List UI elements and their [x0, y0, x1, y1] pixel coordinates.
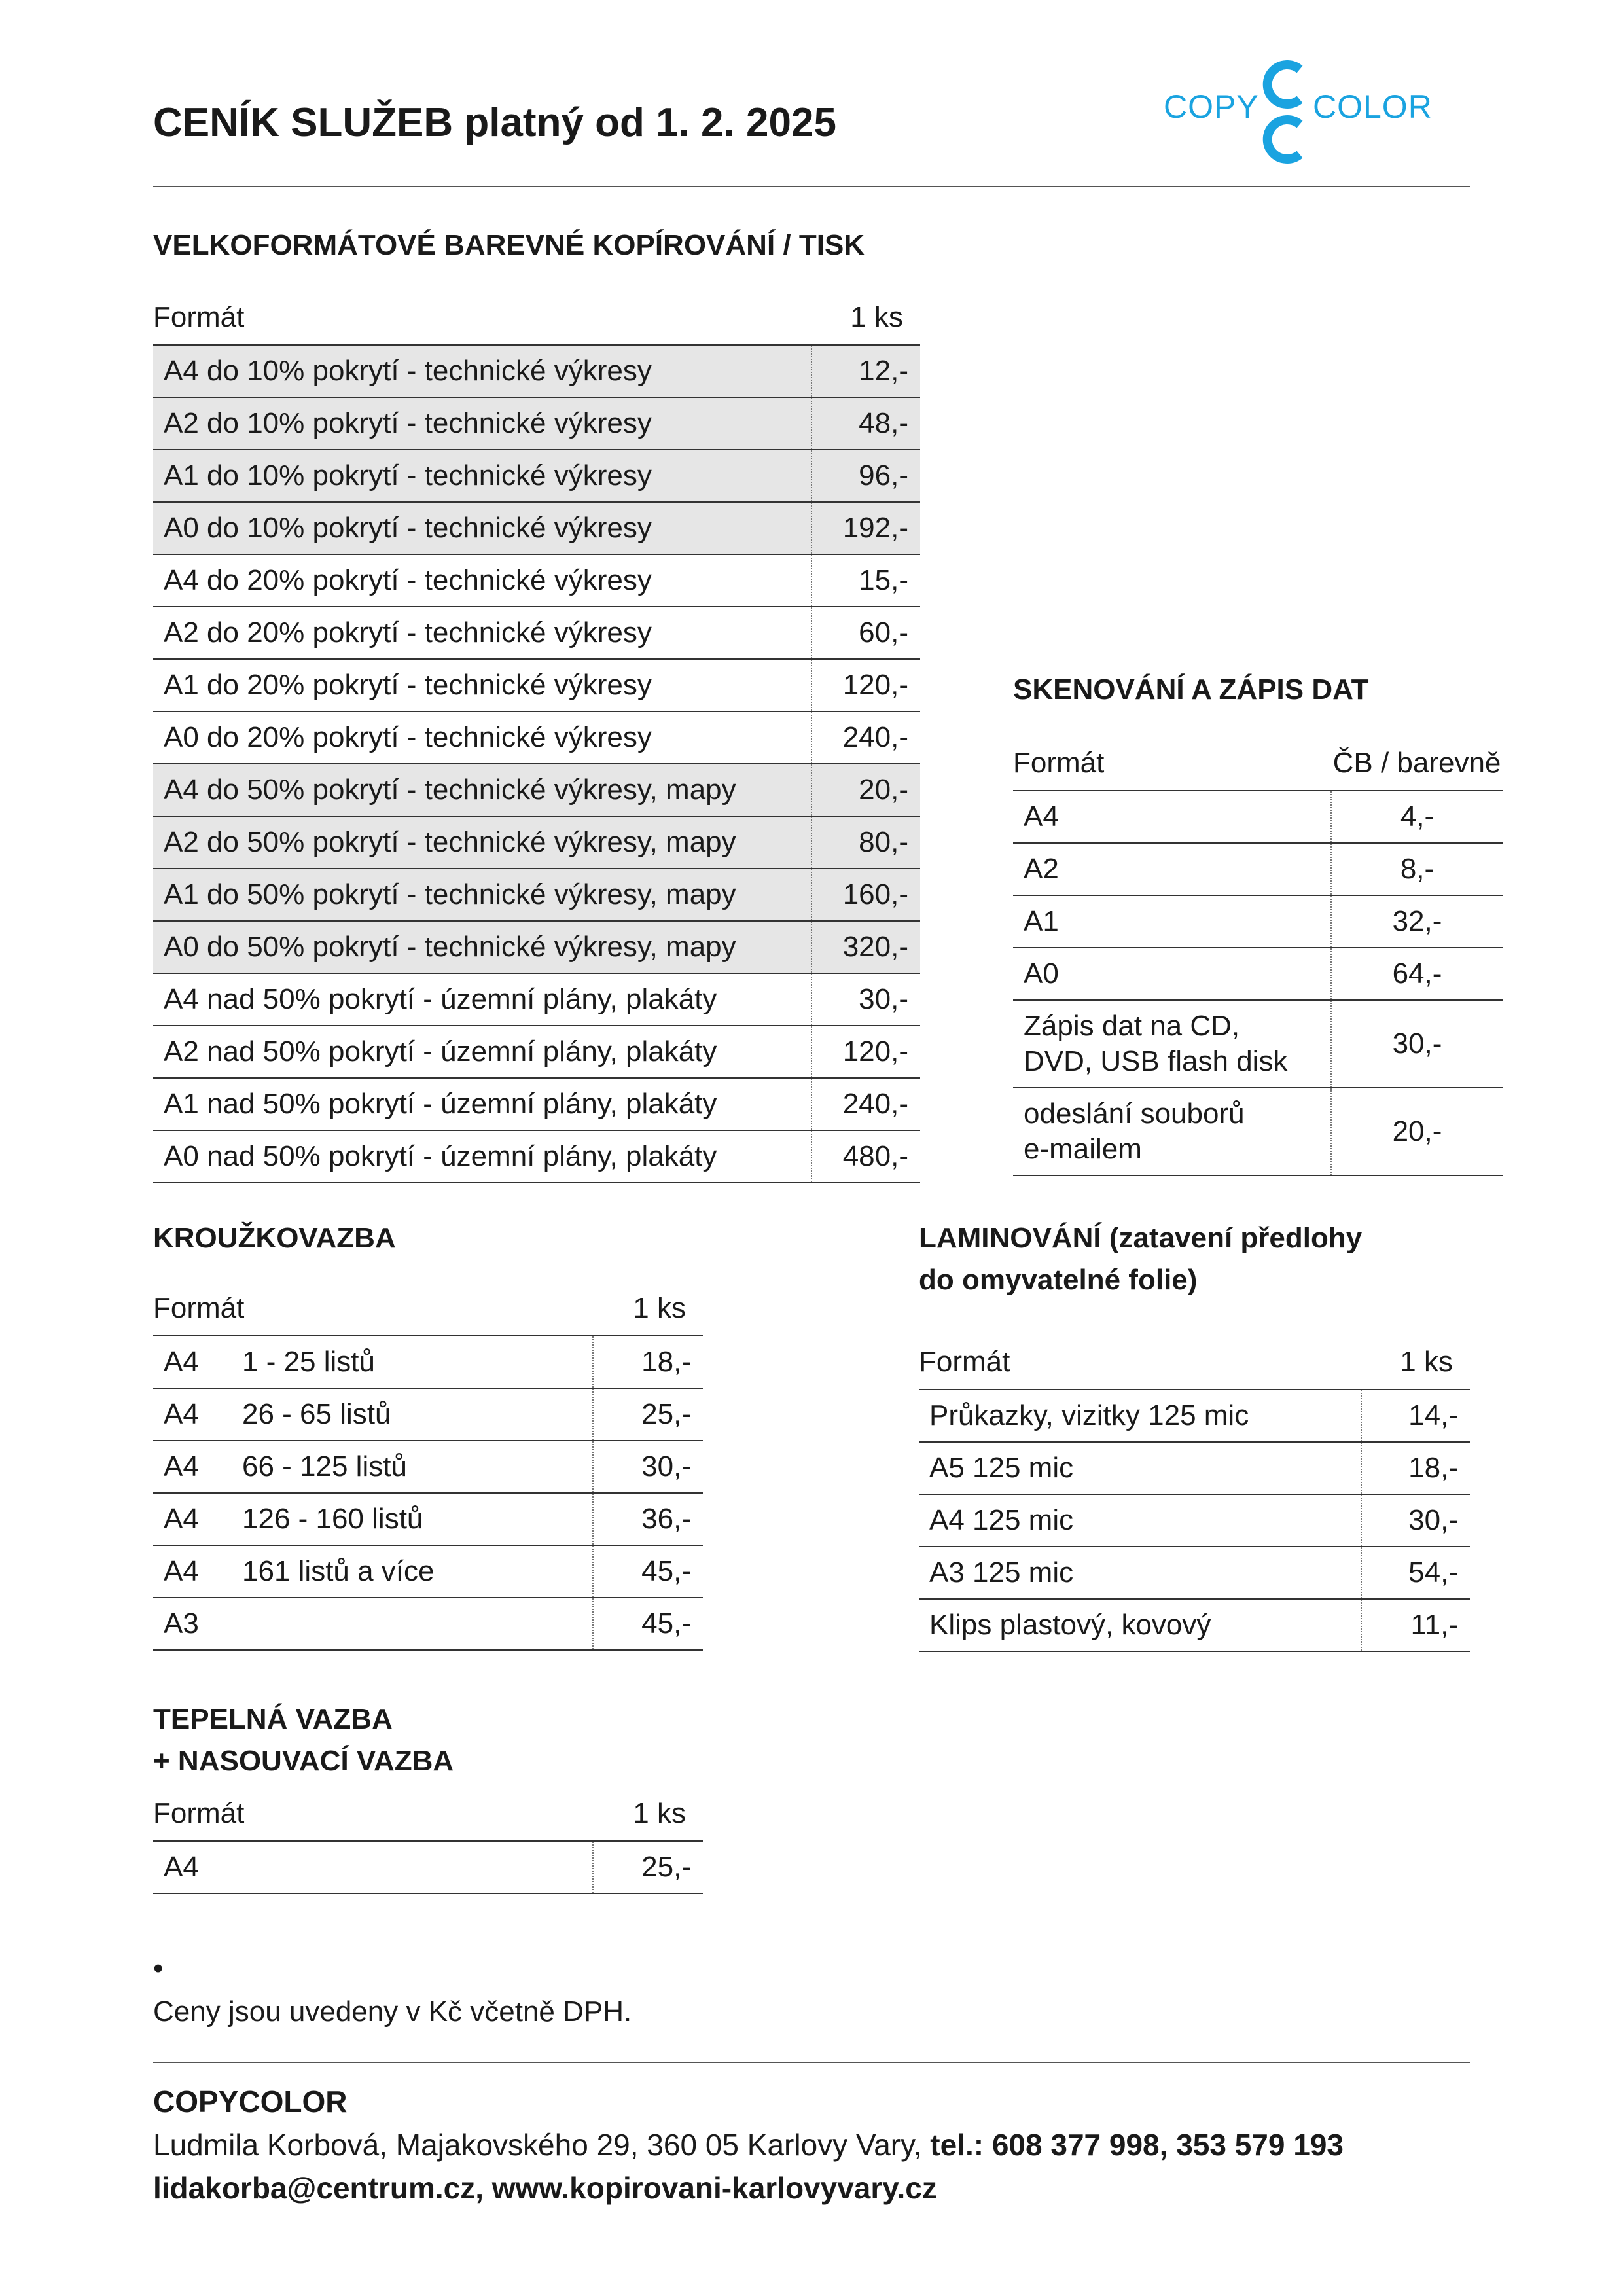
- table-row: [153, 816, 920, 869]
- table-row: [153, 764, 920, 816]
- row-pages: 26 - 65 listů: [242, 1398, 391, 1430]
- row-price: 30,-: [1361, 1494, 1470, 1547]
- row-label: A4 do 10% pokrytí - technické výkresy: [153, 345, 812, 397]
- row-price: 8,-: [1331, 843, 1503, 895]
- column-header-price: 1 ks: [593, 1787, 703, 1841]
- row-pages: 161 listů a více: [242, 1555, 435, 1587]
- table-row: [153, 607, 920, 659]
- column-header-price: 1 ks: [593, 1282, 703, 1336]
- row-price: 30,-: [1331, 1000, 1503, 1088]
- row-label: A4 125 mic: [919, 1494, 1361, 1547]
- velkoformat-table: [153, 291, 920, 1183]
- row-format: A4: [164, 1346, 199, 1378]
- footer-address: Ludmila Korbová, Majakovského 29, 360 05 Karlovy Vary,: [153, 2128, 931, 2162]
- table-row: [153, 1078, 920, 1130]
- row-price: 120,-: [812, 1026, 920, 1078]
- row-price: 18,-: [1361, 1442, 1470, 1494]
- section-heading-krouzkovazba: KROUŽKOVAZBA: [153, 1222, 396, 1254]
- footer-company: [153, 2080, 1344, 2123]
- table-row: [1013, 1000, 1503, 1088]
- table-row: [153, 1545, 703, 1598]
- row-price: 20,-: [812, 764, 920, 816]
- row-price: 45,-: [593, 1545, 703, 1598]
- row-label: A2 do 10% pokrytí - technické výkresy: [153, 397, 812, 450]
- row-label: A4: [1013, 791, 1331, 843]
- table-row: [153, 659, 920, 711]
- table-row: [153, 1026, 920, 1078]
- krouzkovazba-table: [153, 1282, 703, 1651]
- row-label: A4 do 20% pokrytí - technické výkresy: [153, 554, 812, 607]
- row-price: 30,-: [812, 973, 920, 1026]
- row-label: [1013, 1088, 1331, 1175]
- row-label: A0: [1013, 948, 1331, 1000]
- footer-phone: tel.: 608 377 998, 353 579 193: [930, 2128, 1344, 2162]
- footer-address-line: [153, 2123, 1344, 2166]
- note-text: Ceny jsou uvedeny v Kč včetně DPH.: [153, 1996, 632, 2028]
- row-price: 20,-: [1331, 1088, 1503, 1175]
- logo-word-left: COPY: [1164, 88, 1259, 125]
- column-header-format: Formát: [919, 1335, 1361, 1390]
- row-label: A2 nad 50% pokrytí - územní plány, plakáty: [153, 1026, 812, 1078]
- row-label: A0 do 10% pokrytí - technické výkresy: [153, 502, 812, 554]
- row-price: 30,-: [593, 1441, 703, 1493]
- row-label: A2 do 50% pokrytí - technické výkresy, mapy: [153, 816, 812, 869]
- table-row: [153, 869, 920, 921]
- section-heading-velkoformat: VELKOFORMÁTOVÉ BAREVNÉ KOPÍROVÁNÍ / TISK: [153, 229, 865, 261]
- row-price: 240,-: [812, 1078, 920, 1130]
- row-label-line-1: odeslání souborů: [1024, 1098, 1245, 1130]
- table-row: [1013, 948, 1503, 1000]
- row-label: A4 nad 50% pokrytí - územní plány, plakáty: [153, 973, 812, 1026]
- row-label: Klips plastový, kovový: [919, 1599, 1361, 1651]
- row-label: A1 do 10% pokrytí - technické výkresy: [153, 450, 812, 502]
- table-row: [153, 921, 920, 973]
- row-price: 480,-: [812, 1130, 920, 1183]
- row-label-line-2: e-mailem: [1024, 1133, 1142, 1165]
- row-label: [153, 1388, 593, 1441]
- row-price: 60,-: [812, 607, 920, 659]
- table-row: [1013, 895, 1503, 948]
- table-row: [153, 450, 920, 502]
- row-price: 11,-: [1361, 1599, 1470, 1651]
- section-heading-line-1: TEPELNÁ VAZBA: [153, 1703, 393, 1735]
- logo-word-right: COLOR: [1313, 88, 1433, 125]
- row-label: A1: [1013, 895, 1331, 948]
- table-row: [153, 397, 920, 450]
- row-label: A0 do 50% pokrytí - technické výkresy, mapy: [153, 921, 812, 973]
- column-header-format: Formát: [1013, 736, 1331, 791]
- row-price: 4,-: [1331, 791, 1503, 843]
- row-label: A1 do 50% pokrytí - technické výkresy, mapy: [153, 869, 812, 921]
- row-label: A1 nad 50% pokrytí - územní plány, plakáty: [153, 1078, 812, 1130]
- row-pages: 126 - 160 listů: [242, 1503, 423, 1535]
- row-format: A4: [164, 1503, 199, 1535]
- row-label: A3 125 mic: [919, 1547, 1361, 1599]
- table-row: [153, 973, 920, 1026]
- section-heading-line-1: LAMINOVÁNÍ (zatavení předlohy: [919, 1222, 1363, 1254]
- copycolor-logo: [1164, 60, 1438, 165]
- row-label: A0 do 20% pokrytí - technické výkresy: [153, 711, 812, 764]
- row-price: 12,-: [812, 345, 920, 397]
- table-row: [919, 1494, 1470, 1547]
- row-price: 54,-: [1361, 1547, 1470, 1599]
- row-price: 240,-: [812, 711, 920, 764]
- table-row: [919, 1547, 1470, 1599]
- footer: [153, 2080, 1344, 2210]
- footer-contacts: lidakorba@centrum.cz, www.kopirovani-karlovyvary.cz: [153, 2171, 937, 2205]
- row-label: A5 125 mic: [919, 1442, 1361, 1494]
- row-label: A2: [1013, 843, 1331, 895]
- row-label: Průkazky, vizitky 125 mic: [919, 1390, 1361, 1442]
- row-label-line-2: DVD, USB flash disk: [1024, 1045, 1288, 1077]
- row-label: [153, 1598, 593, 1650]
- table-row: [153, 1441, 703, 1493]
- row-price: 120,-: [812, 659, 920, 711]
- section-heading-line-2: + NASOUVACÍ VAZBA: [153, 1745, 454, 1777]
- row-format: A4: [164, 1450, 199, 1482]
- row-price: 18,-: [593, 1336, 703, 1388]
- row-price: 36,-: [593, 1493, 703, 1545]
- price-note: [153, 1947, 632, 2034]
- logo-cc-icon: [1262, 60, 1308, 165]
- row-price: 96,-: [812, 450, 920, 502]
- row-price: 64,-: [1331, 948, 1503, 1000]
- section-heading-laminovani: [919, 1217, 1362, 1301]
- column-header-price: 1 ks: [1361, 1335, 1470, 1390]
- row-price: 320,-: [812, 921, 920, 973]
- row-price: 45,-: [593, 1598, 703, 1650]
- table-row: [153, 1130, 920, 1183]
- row-label: [153, 1441, 593, 1493]
- table-row: [153, 1493, 703, 1545]
- section-heading-tepelna: [153, 1698, 454, 1782]
- column-header-format: Formát: [153, 1787, 593, 1841]
- row-label: [1013, 1000, 1331, 1088]
- row-pages: 1 - 25 listů: [242, 1346, 375, 1378]
- tepelna-table: [153, 1787, 703, 1894]
- table-row: [153, 502, 920, 554]
- row-price: 15,-: [812, 554, 920, 607]
- row-price: 192,-: [812, 502, 920, 554]
- row-label: A1 do 20% pokrytí - technické výkresy: [153, 659, 812, 711]
- row-label: A4: [153, 1841, 593, 1893]
- header-divider: [153, 186, 1470, 187]
- row-price: 14,-: [1361, 1390, 1470, 1442]
- table-row: [153, 1388, 703, 1441]
- note-bullet: •: [153, 1952, 164, 1984]
- row-price: 32,-: [1331, 895, 1503, 948]
- row-label: [153, 1545, 593, 1598]
- row-label: [153, 1493, 593, 1545]
- row-price: 25,-: [593, 1388, 703, 1441]
- row-label: [153, 1336, 593, 1388]
- table-row: [153, 1598, 703, 1650]
- column-header-format: Formát: [153, 1282, 593, 1336]
- skenovani-table: [1013, 736, 1503, 1176]
- table-row: [919, 1442, 1470, 1494]
- row-price: 48,-: [812, 397, 920, 450]
- row-price: 80,-: [812, 816, 920, 869]
- section-heading-skenovani: SKENOVÁNÍ A ZÁPIS DAT: [1013, 673, 1369, 706]
- column-header-format: Formát: [153, 291, 812, 345]
- footer-contacts-line: [153, 2166, 1344, 2210]
- table-row: [153, 711, 920, 764]
- row-label: A2 do 20% pokrytí - technické výkresy: [153, 607, 812, 659]
- table-row: [919, 1599, 1470, 1651]
- table-row: [1013, 1088, 1503, 1175]
- table-row: [153, 1336, 703, 1388]
- row-format: A4: [164, 1555, 199, 1587]
- row-label-line-1: Zápis dat na CD,: [1024, 1010, 1240, 1042]
- row-price: 25,-: [593, 1841, 703, 1893]
- row-format: A3: [164, 1607, 199, 1640]
- section-heading-line-2: do omyvatelné folie): [919, 1264, 1198, 1296]
- row-price: 160,-: [812, 869, 920, 921]
- page-title: CENÍK SLUŽEB platný od 1. 2. 2025: [153, 100, 836, 145]
- row-format: A4: [164, 1398, 199, 1430]
- row-pages: 66 - 125 listů: [242, 1450, 407, 1482]
- table-row: [153, 1841, 703, 1893]
- footer-divider: [153, 2062, 1470, 2063]
- table-row: [153, 554, 920, 607]
- table-row: [1013, 791, 1503, 843]
- table-row: [153, 345, 920, 397]
- company-name: COPYCOLOR: [153, 2085, 348, 2119]
- column-header-price: ČB / barevně: [1331, 736, 1503, 791]
- table-row: [1013, 843, 1503, 895]
- laminovani-table: [919, 1335, 1470, 1652]
- table-row: [919, 1390, 1470, 1442]
- column-header-price: 1 ks: [812, 291, 920, 345]
- row-label: A4 do 50% pokrytí - technické výkresy, mapy: [153, 764, 812, 816]
- row-label: A0 nad 50% pokrytí - územní plány, plakáty: [153, 1130, 812, 1183]
